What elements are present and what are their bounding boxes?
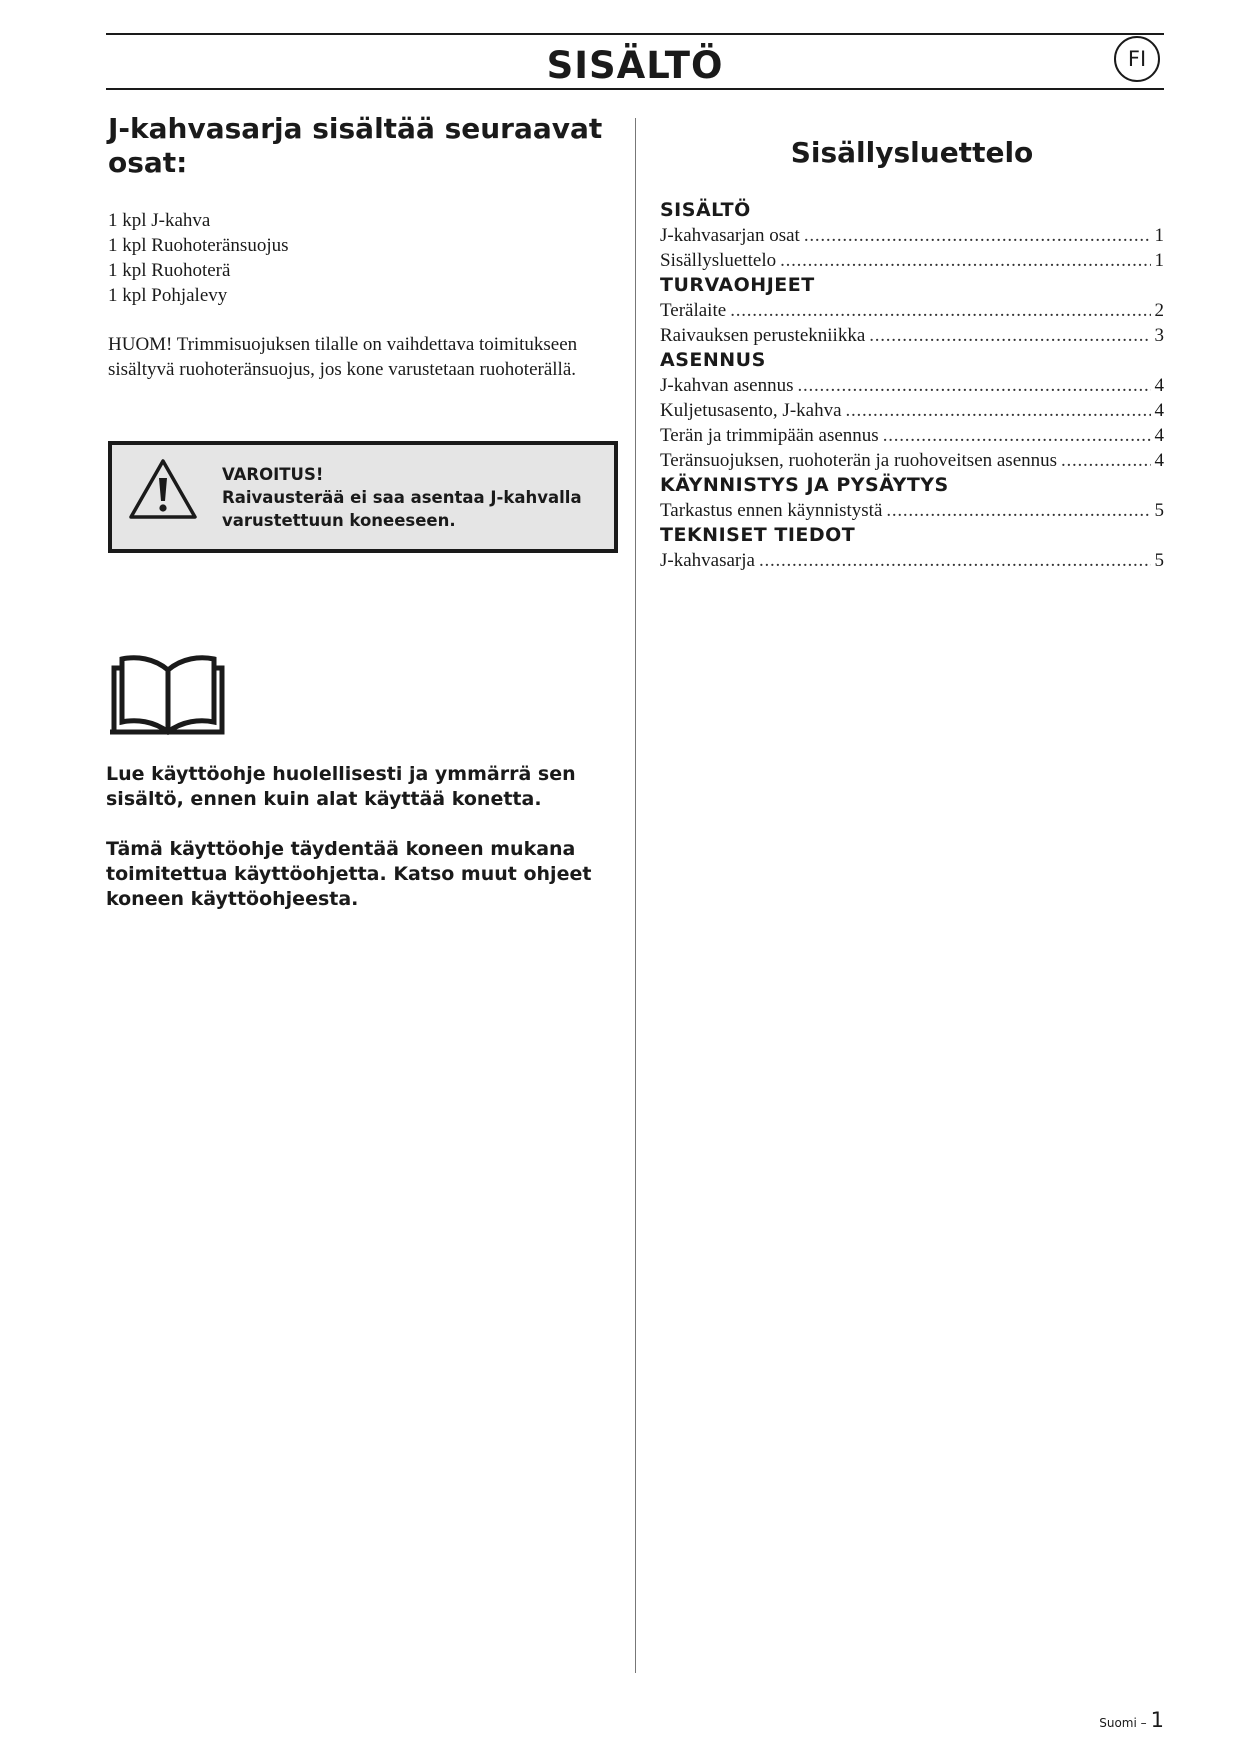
kit-contents-heading: J-kahvasarja sisältää seuraavat osat: (108, 112, 603, 179)
toc-entry-label: Teränsuojuksen, ruohoterän ja ruohoveitsen asennus (660, 450, 1058, 471)
toc-entry-page: 5 (1154, 500, 1164, 521)
toc-entry-label: Raivauksen perustekniikka (660, 325, 866, 346)
toc-entry (660, 223, 1164, 248)
toc-leader-dots (759, 548, 1151, 573)
toc-entry-page: 4 (1154, 375, 1164, 396)
toc-entry-page: 3 (1154, 325, 1164, 346)
toc-entry (660, 398, 1164, 423)
toc-entry-label: J-kahvasarja (660, 550, 755, 571)
toc-entry (660, 548, 1164, 573)
list-item: 1 kpl J-kahva (108, 210, 211, 231)
toc-leader-dots (846, 398, 1151, 423)
toc-entry-label: Terälaite (660, 300, 727, 321)
table-of-contents (660, 198, 1164, 573)
toc-entry (660, 423, 1164, 448)
parts-list (108, 208, 289, 308)
toc-entry (660, 248, 1164, 273)
list-item: 1 kpl Ruohoterä (108, 260, 231, 281)
toc-entry-page: 1 (1154, 250, 1164, 271)
warning-triangle-icon (128, 458, 198, 520)
toc-entry-label: Kuljetusasento, J-kahva (660, 400, 842, 421)
toc-title: Sisällysluettelo (790, 136, 1034, 169)
toc-leader-dots (730, 298, 1150, 323)
toc-section-heading: TEKNISET TIEDOT (660, 524, 856, 546)
page-number: 1 (1150, 1708, 1164, 1732)
supplement-paragraph: Tämä käyttöohje täydentää koneen mukana toimitettua käyttöohjetta. Katso muut ohjeet koneen käyttöohjeesta. (106, 838, 592, 910)
toc-leader-dots (883, 423, 1151, 448)
toc-section-heading: SISÄLTÖ (660, 199, 751, 221)
toc-entry (660, 373, 1164, 398)
warning-title: VAROITUS! (222, 465, 324, 484)
toc-entry (660, 298, 1164, 323)
toc-section-heading: TURVAOHJEET (660, 274, 815, 296)
toc-leader-dots (798, 373, 1151, 398)
toc-entry-page: 4 (1154, 425, 1164, 446)
toc-leader-dots (886, 498, 1150, 523)
toc-section-heading: KÄYNNISTYS JA PYSÄYTYS (660, 474, 949, 496)
toc-leader-dots (869, 323, 1150, 348)
note-paragraph: HUOM! Trimmisuojuksen tilalle on vaihdettava toimitukseen sisältyvä ruohoteränsuojus, jos kone varustetaan ruohoterällä. (108, 334, 578, 380)
read-manual-paragraph: Lue käyttöohje huolellisesti ja ymmärrä sen sisältö, ennen kuin alat käyttää konetta. (106, 763, 576, 810)
toc-leader-dots (804, 223, 1151, 248)
footer-language: Suomi – (1099, 1716, 1147, 1730)
toc-entry (660, 448, 1164, 473)
warning-text (222, 463, 602, 532)
header-bottom-rule (106, 88, 1164, 90)
page-footer (1099, 1708, 1164, 1732)
toc-entry-label: Tarkastus ennen käynnistystä (660, 500, 883, 521)
toc-entry-page: 5 (1154, 550, 1164, 571)
warning-box (108, 441, 618, 553)
open-book-icon (106, 646, 230, 736)
list-item: 1 kpl Pohjalevy (108, 285, 228, 306)
toc-entry (660, 323, 1164, 348)
language-badge: FI (1114, 36, 1160, 82)
toc-leader-dots (780, 248, 1150, 273)
toc-entry-label: J-kahvan asennus (660, 375, 794, 396)
toc-entry-page: 2 (1154, 300, 1164, 321)
warning-message: Raivausterää ei saa asentaa J-kahvalla varustettuun koneeseen. (222, 488, 582, 530)
list-item: 1 kpl Ruohoteränsuojus (108, 235, 289, 256)
toc-leader-dots (1061, 448, 1150, 473)
toc-entry-page: 1 (1154, 225, 1164, 246)
header-top-rule (106, 33, 1164, 35)
toc-entry-page: 4 (1154, 450, 1164, 471)
toc-entry-label: Terän ja trimmipään asennus (660, 425, 879, 446)
toc-entry-page: 4 (1154, 400, 1164, 421)
column-divider (635, 118, 636, 1673)
page-title: SISÄLTÖ (546, 44, 724, 87)
toc-entry (660, 498, 1164, 523)
toc-section-heading: ASENNUS (660, 349, 766, 371)
toc-entry-label: Sisällysluettelo (660, 250, 777, 271)
toc-entry-label: J-kahvasarjan osat (660, 225, 800, 246)
